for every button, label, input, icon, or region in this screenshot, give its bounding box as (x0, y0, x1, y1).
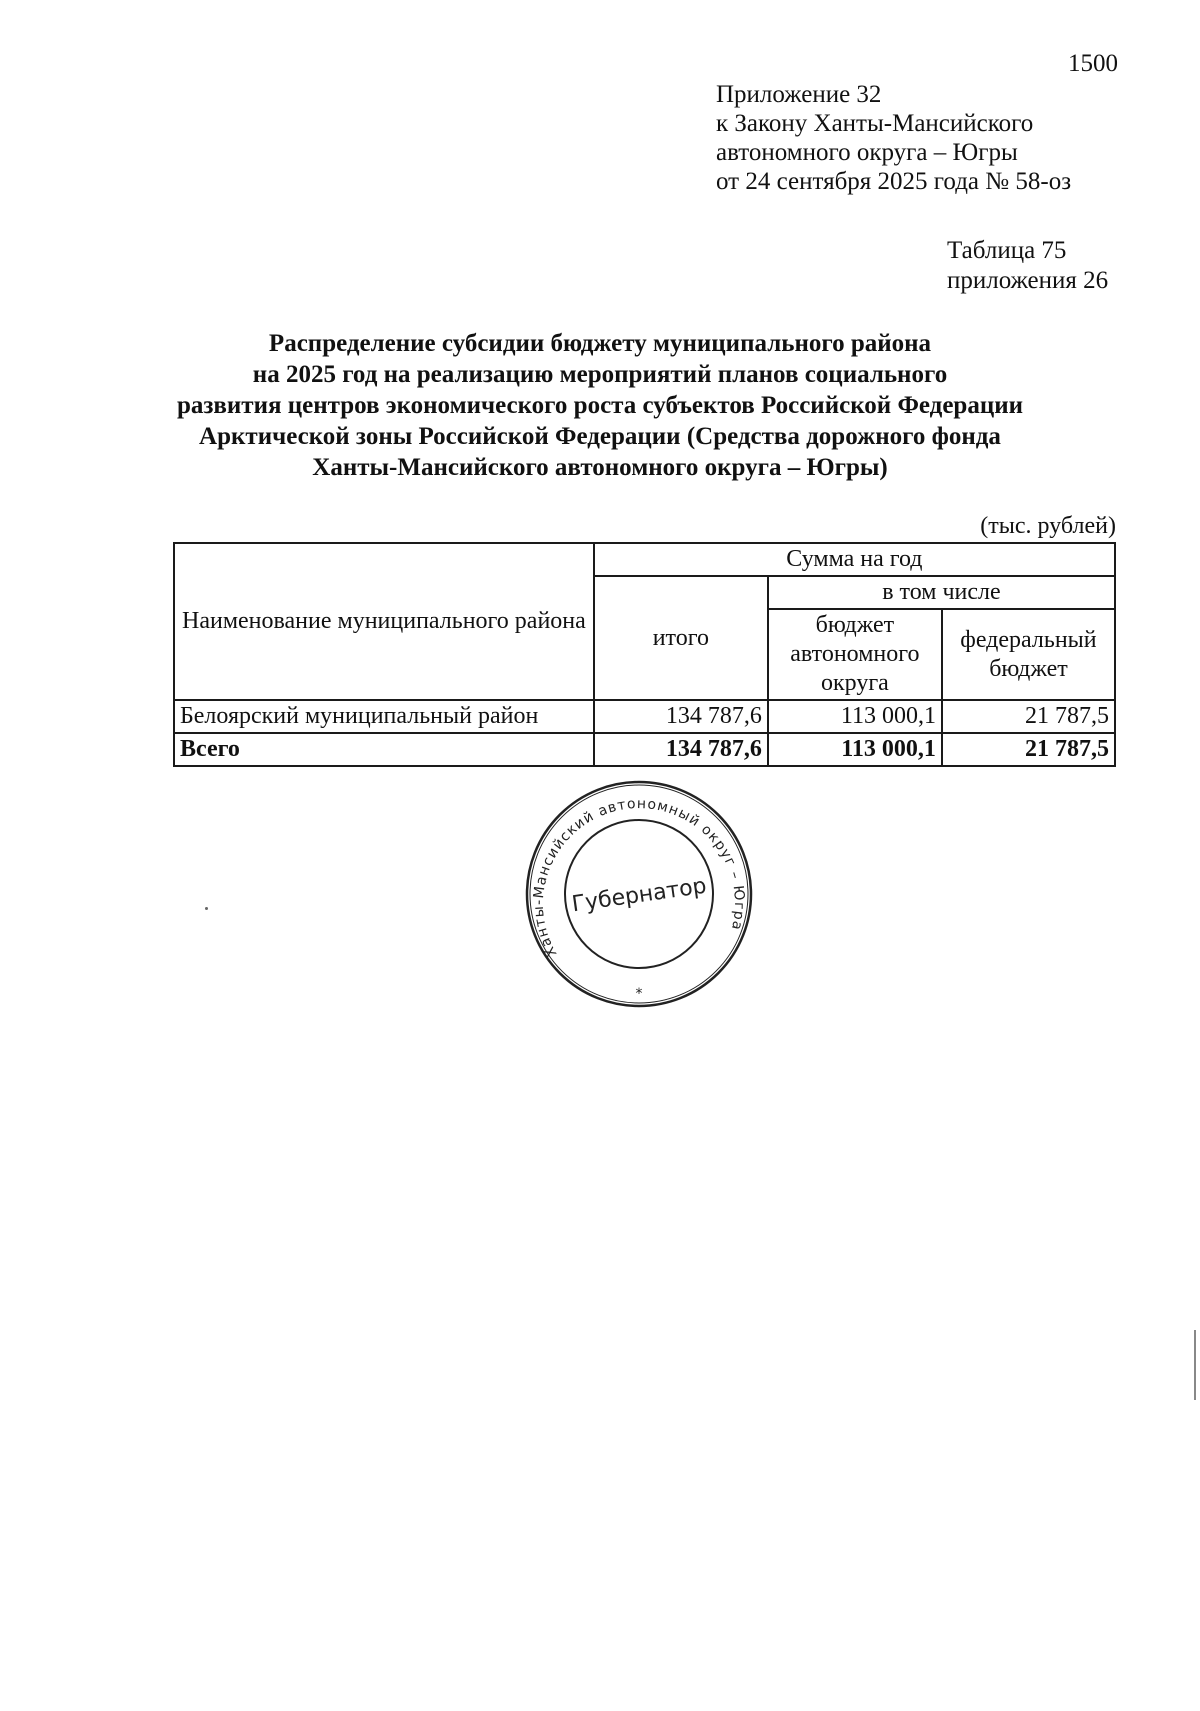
table-total-row (174, 733, 1115, 766)
units-label: (тыс. рублей) (980, 513, 1116, 539)
annex-reference (716, 80, 1071, 196)
table-header-row-1 (174, 543, 1115, 576)
total-federal-value: 21 787,5 (942, 733, 1115, 766)
title-line-4: Арктической зоны Российской Федерации (Средства дорожного фонда (199, 423, 1001, 450)
subsidy-table (173, 542, 1116, 767)
annex-line-3: автономного округа – Югры (716, 139, 1018, 166)
header-total: итого (594, 576, 768, 700)
row-total-value: 134 787,6 (594, 700, 768, 733)
header-okrug-budget: бюджет автономного округа (768, 609, 942, 700)
table-ref-line-1: Таблица 75 (947, 237, 1067, 264)
row-okrug-value: 113 000,1 (768, 700, 942, 733)
total-sum-value: 134 787,6 (594, 733, 768, 766)
title-line-5: Ханты-Мансийского автономного округа – Югры) (312, 454, 888, 481)
table-row (174, 700, 1115, 733)
annex-line-4: от 24 сентября 2025 года № 58-оз (716, 168, 1072, 195)
header-annual-sum: Сумма на год (594, 543, 1115, 576)
header-including: в том числе (768, 576, 1115, 609)
title-line-3: развития центров экономического роста субъектов Российской Федерации (176, 392, 1024, 419)
title-line-2: на 2025 год на реализацию мероприятий планов социального (252, 361, 948, 388)
scan-edge-mark (1194, 1330, 1196, 1400)
annex-line-1: Приложение 32 (716, 81, 882, 108)
row-federal-value: 21 787,5 (942, 700, 1115, 733)
page-number: 1500 (1068, 50, 1118, 77)
annex-line-2: к Закону Ханты-Мансийского (716, 110, 1034, 137)
total-label: Всего (174, 733, 594, 766)
table-ref-line-2: приложения 26 (947, 267, 1109, 294)
seal-ring-text: Ханты-Мансийский автономный округ – Югра (530, 795, 748, 960)
header-federal-budget: федеральный бюджет (942, 609, 1115, 700)
table-reference (947, 236, 1108, 296)
header-municipality: Наименование муниципального района (174, 543, 594, 700)
title-line-1: Распределение субсидии бюджету муниципального района (268, 330, 932, 357)
scan-speck (205, 907, 208, 910)
document-title (150, 328, 1050, 483)
seal-star-icon: * (635, 986, 643, 1002)
row-municipality-name: Белоярский муниципальный район (174, 700, 594, 733)
seal-center-text: Губернатор (570, 873, 709, 918)
governor-seal (523, 778, 755, 1010)
total-okrug-value: 113 000,1 (768, 733, 942, 766)
